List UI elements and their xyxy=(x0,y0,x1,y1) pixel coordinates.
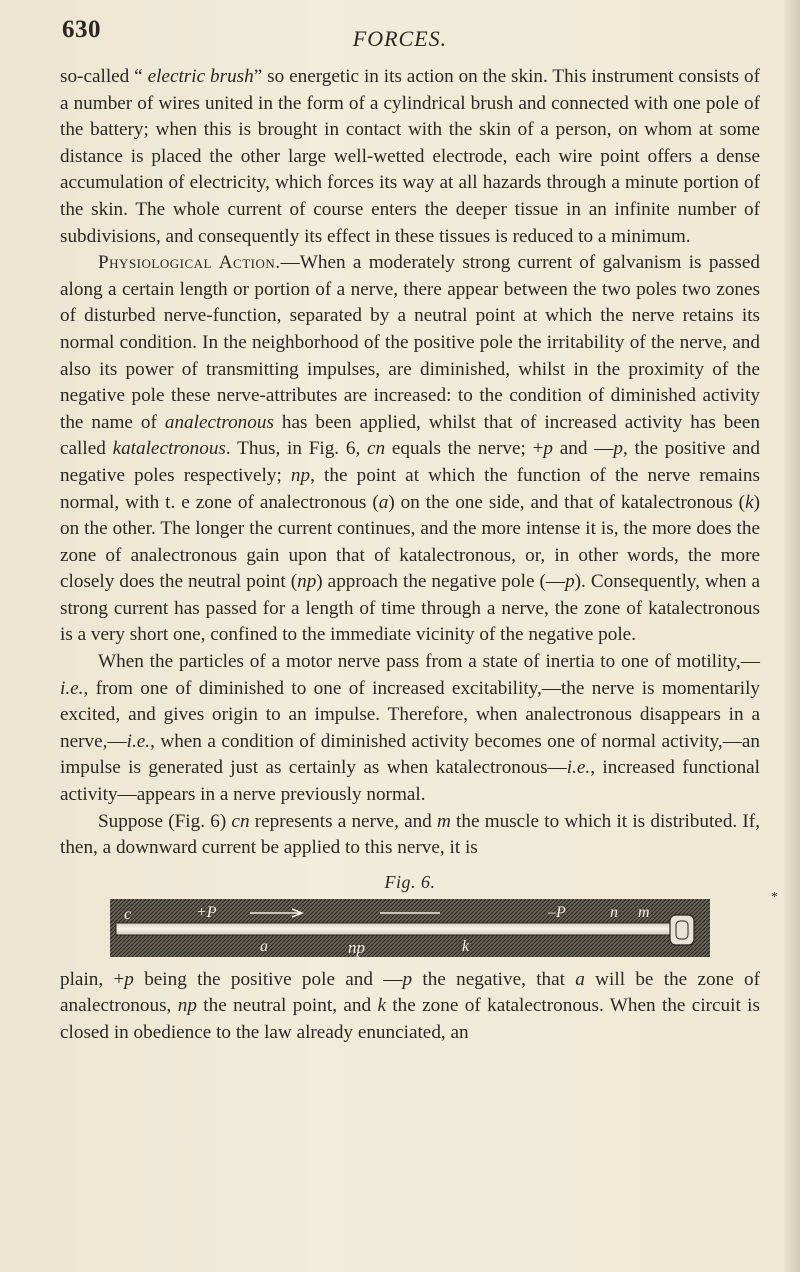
italic-run: a xyxy=(575,968,585,990)
figure-nerve-diagram xyxy=(110,899,710,957)
italic-run: i.e. xyxy=(126,730,151,752)
italic-run: k xyxy=(377,995,386,1017)
italic-run: p xyxy=(124,968,134,990)
italic-run: i.e. xyxy=(60,677,84,699)
nerve-strand xyxy=(116,923,676,935)
italic-run: m xyxy=(436,810,451,832)
italic-run: np xyxy=(297,571,317,593)
label-np: np xyxy=(348,937,365,957)
text-run: . Thus, in Fig. 6, xyxy=(225,438,368,460)
paragraph xyxy=(60,809,760,862)
italic-run: p xyxy=(613,438,623,460)
text-run: , when a condition of diminished activity becomes one of normal activity,—an impulse is generated just as certainly as when katalectronous— xyxy=(60,730,760,779)
page-edge-shadow xyxy=(782,0,800,1272)
italic-run: cn xyxy=(367,438,386,460)
paragraph xyxy=(60,649,760,809)
text-run: so-called “ xyxy=(60,66,148,87)
paragraph xyxy=(60,64,760,250)
italic-run: electric brush xyxy=(147,66,254,87)
paragraph xyxy=(60,967,760,1047)
label-minus-p: –P xyxy=(548,903,566,921)
text-run: ” so energetic in its action on the skin. This instrument consists of a number of wires united in the form of a cylindrical brush and connected with one pole of the battery; when this is brought in contact with the skin of a person, on whom at some distance is placed the other large well-wetted electrode, each wire point offers a dense accumulation of electricity, which forces its way at all hazards through a minute portion of the skin. The whole current of course enters the deeper tissue in an infinite number of subdivisions, and consequently its effect in these tissues is reduced to a minimum. xyxy=(60,66,760,247)
text-run: , the point at which the function of the nerve remains normal, with t. e zone of analectronous ( xyxy=(60,464,760,513)
text-run: represents a nerve, and xyxy=(249,810,437,832)
text-run: Suppose (Fig. 6) xyxy=(98,810,232,832)
label-m: m xyxy=(638,903,650,921)
text-run: the zone of katalectronous. When the circuit is closed in obedience to the law already enunciated, an xyxy=(60,995,760,1043)
label-c: c xyxy=(124,905,132,923)
figure-caption: Fig. 6. xyxy=(384,871,436,892)
muscle-end xyxy=(670,915,694,945)
text-run: the muscle to which it is distributed. If, then, a downward current be applied to this nerve, it is xyxy=(60,810,760,859)
margin-mark: * xyxy=(771,890,778,905)
text-run: plain, + xyxy=(60,968,125,990)
italic-run: p xyxy=(543,438,553,460)
label-n: n xyxy=(610,903,618,921)
italic-run: np xyxy=(177,995,197,1017)
text-run: , from one of diminished to one of increased excitability,—the nerve is momentarily excited, and gives origin to an impulse. Therefore, when analectronous disappears in a nerve,— xyxy=(60,677,760,752)
italic-run: k xyxy=(745,491,754,513)
italic-run: p xyxy=(402,968,413,990)
text-run: —When a moderately strong current of galvanism is passed along a certain length or portion of a nerve, there appear between the two poles two zones of disturbed nerve-function, separated by a neutral point at which the nerve retains its normal condition. In the neighborhood of the positive pole the irritability of the nerve, and also its power of transmitting impulses, are diminished, whilst in the proximity of the negative pole these nerve-attributes are increased: to the condition of diminished activity the name of xyxy=(60,252,760,433)
text-run: , the positive and negative poles respectively; xyxy=(60,438,760,486)
text-run: the neutral point, and xyxy=(196,995,378,1017)
text-run: the negative, that xyxy=(412,968,576,990)
running-title: FORCES. xyxy=(352,26,448,51)
italic-run: analectronous xyxy=(164,411,274,433)
section-heading: Physiological Action. xyxy=(98,252,281,274)
text-run: ). Consequently, when a strong current has passed for a length of time through a nerve, the zone of katalectronous is a very short one, confined to the immediate vicinity of the negative pole. xyxy=(60,571,761,646)
text-run: ) on the one side, and that of katalectronous ( xyxy=(388,491,746,513)
italic-run: katalectronous xyxy=(112,438,226,460)
nerve-diagram xyxy=(110,899,710,957)
label-plus-p: +P xyxy=(196,903,217,921)
label-a: a xyxy=(260,937,268,955)
text-run: , increased functional activity—appears in a nerve previously normal. xyxy=(60,757,761,806)
paragraph xyxy=(60,250,760,649)
italic-run: i.e. xyxy=(566,757,591,779)
text-run: and — xyxy=(552,438,614,460)
text-run: ) on the other. The longer the current continues, and the more intense it is, the more does the zone of analectronous gain upon that of katalectronous, or, in other words, the more closely does the neutral point ( xyxy=(60,491,760,593)
label-k: k xyxy=(462,937,470,955)
text-run: When the particles of a motor nerve pass from a state of inertia to one of motility,— xyxy=(98,651,760,673)
italic-run: a xyxy=(378,491,389,513)
text-run: has been applied, whilst that of increased activity has been called xyxy=(60,411,760,460)
page-number: 630 xyxy=(62,16,101,43)
body-text xyxy=(60,64,760,1047)
text-run: equals the nerve; + xyxy=(385,438,544,460)
text-run: will be the zone of analectronous, xyxy=(60,968,760,1017)
italic-run: cn xyxy=(231,810,250,832)
text-run: ) approach the negative pole (— xyxy=(316,571,566,593)
italic-run: np xyxy=(290,464,311,486)
italic-run: p xyxy=(565,571,575,593)
text-run: being the positive pole and — xyxy=(133,968,403,990)
